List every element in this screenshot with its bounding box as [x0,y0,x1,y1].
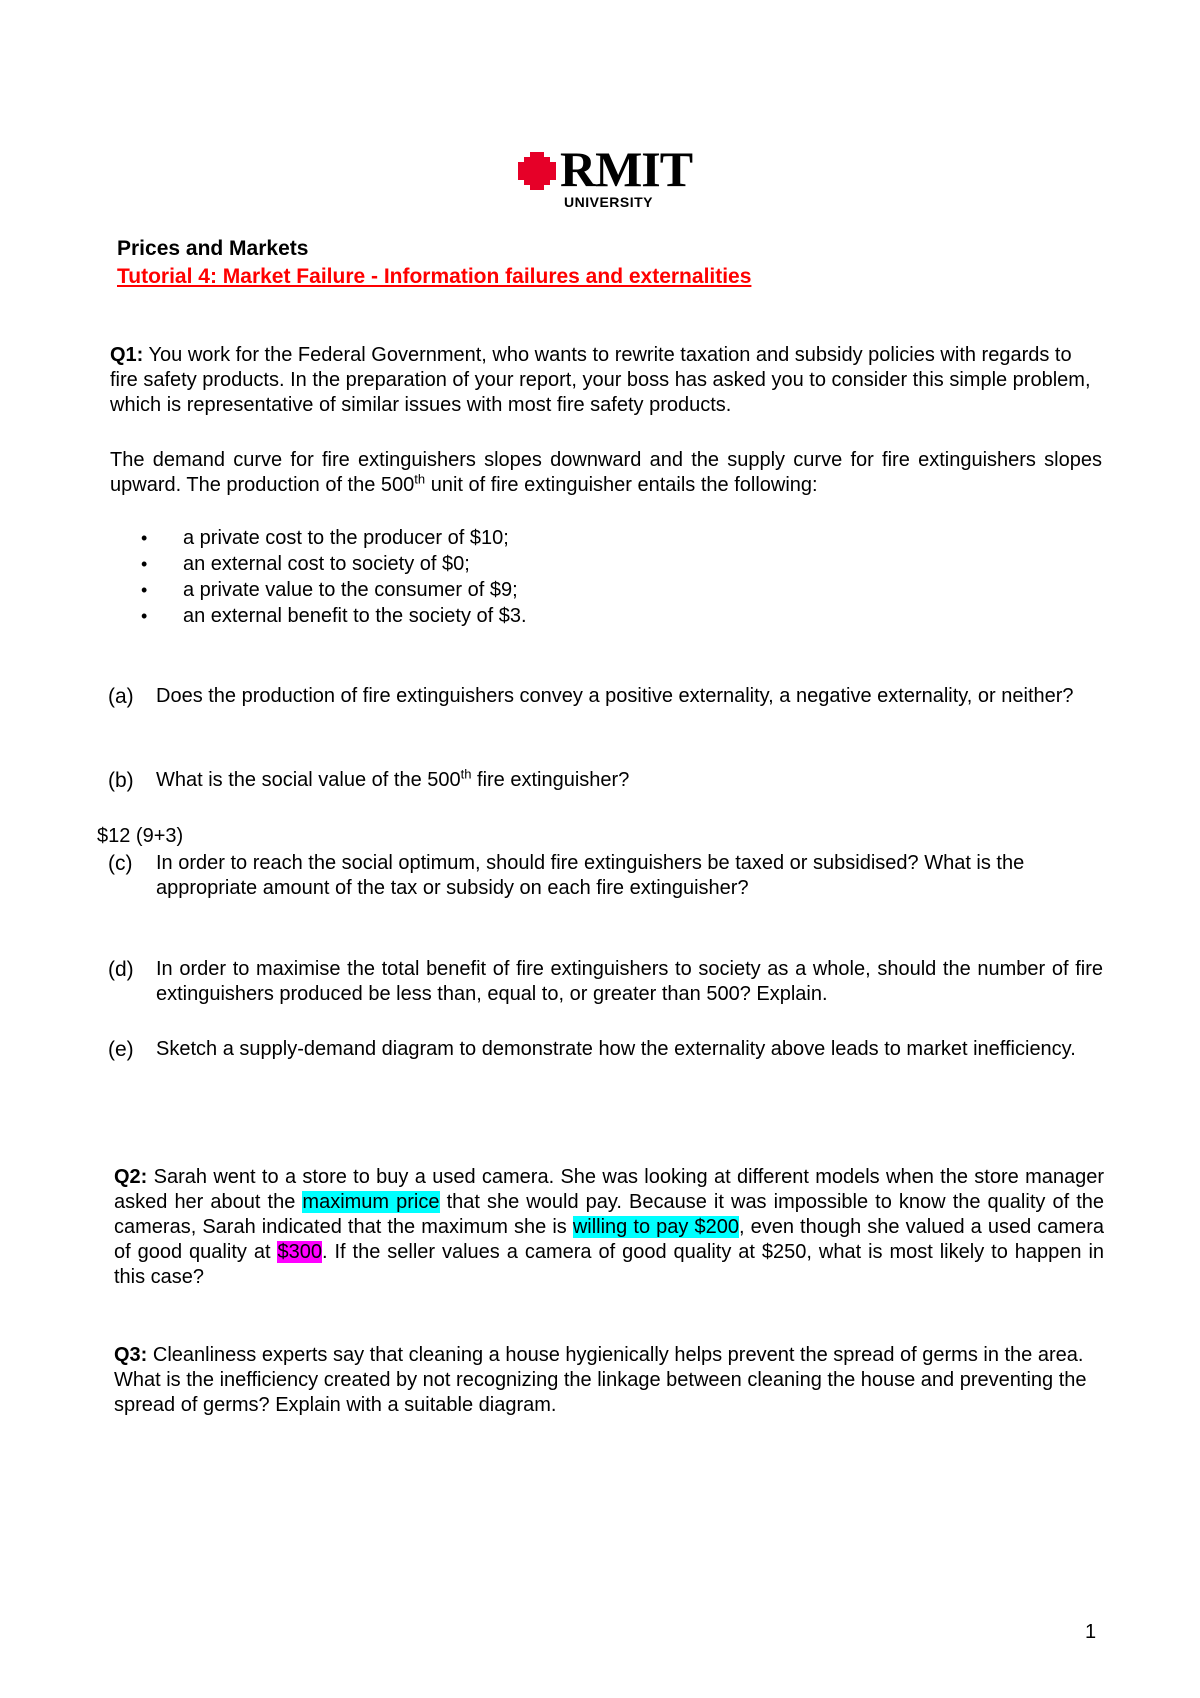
q1-paragraph-start: The demand curve for fire extinguishers slopes downward and the supply curve for fire extinguishers slopes upward. The production of the 500 [110,449,1102,496]
q3-paragraph [114,1343,1104,1418]
list-item [141,552,527,578]
q1-intro-text: You work for the Federal Government, who wants to rewrite taxation and subsidy policies with regards to fire safety products. In the preparation of your report, your boss has asked you to consider this simple problem, which is representative of similar issues with most fire safety products. [110,344,1091,416]
item-label: (b) [108,769,134,792]
q3-label: Q3: [114,1344,148,1366]
item-text [156,768,1103,793]
bullet-icon: • [141,606,148,626]
item-text-sup: th [460,766,472,782]
q3-text: Cleanliness experts say that cleaning a house hygienically helps prevent the spread of germs in the area. What is the inefficiency created by not recognizing the linkage between cleaning the house and preventing the spread of germs? Explain with a suitable diagram. [114,1344,1087,1416]
item-label: (e) [108,1038,134,1061]
tutorial-title: Tutorial 4: Market Failure - Information failures and externalities [117,265,752,288]
item-text-start: What is the social value of the 500 [156,769,461,791]
item-text: In order to maximise the total benefit of fire extinguishers to society as a whole, should the number of fire extinguishers produced be less than, equal to, or greater than 500? Explain. [156,958,1103,1005]
rmit-logo [518,141,693,214]
bullet-text: a private cost to the producer of $10; [183,527,509,549]
item-label: (a) [108,685,134,708]
item-text: In order to reach the social optimum, should fire extinguishers be taxed or subsidised? What is the appropriate amount of the tax or subsidy on each fire extinguisher? [156,852,1025,899]
q1-paragraph-sup: th [414,471,426,487]
q1-paragraph-end: unit of fire extinguisher entails the following: [425,474,818,496]
rmit-pixel-mark-icon [518,152,556,190]
question-item-c [108,851,1103,901]
q1-label: Q1: [110,344,144,366]
logo-wordmark: RMIT [560,141,693,197]
logo-subtitle: UNIVERSITY [564,194,654,210]
bullet-text: an external cost to society of $0; [183,553,470,575]
highlight-valuation: $300 [277,1241,322,1263]
page-number: 1 [1085,1621,1097,1643]
question-item-e [108,1037,1103,1062]
question-item-b [108,768,1103,793]
bullet-icon: • [141,554,148,574]
q2-text: that she would pay. Because it was impossible to know the quality of the cameras, Sarah indicated that the maximum she is [114,1191,1104,1238]
list-item [141,526,527,552]
q2-paragraph [114,1165,1104,1290]
q2-text: , even though she valued a used camera of good quality at [114,1216,1104,1263]
bullet-text: a private value to the consumer of $9; [183,579,518,601]
course-title: Prices and Markets [117,237,309,260]
q2-text: . If the seller values a camera of good quality at $250, what is most likely to happen in this case? [114,1241,1105,1288]
q1-bullet-list [141,526,527,630]
highlight-maximum-price: maximum price [302,1191,440,1213]
bullet-icon: • [141,528,148,548]
question-item-d [108,957,1103,1007]
q2-label: Q2: [114,1166,148,1188]
item-label: (c) [108,852,133,875]
item-text-end: fire extinguisher? [471,769,630,791]
bullet-text: an external benefit to the society of $3. [183,605,527,627]
question-item-a [108,684,1103,709]
q1-paragraph [110,448,1102,498]
q1-intro [110,343,1102,418]
item-text: Sketch a supply-demand diagram to demonstrate how the externality above leads to market inefficiency. [156,1038,1076,1060]
highlight-willing-to-pay: willing to pay $200 [572,1216,739,1238]
list-item [141,604,527,630]
item-text: Does the production of fire extinguishers convey a positive externality, a negative externality, or neither? [156,685,1074,707]
list-item [141,578,527,604]
bullet-icon: • [141,580,148,600]
q2-text: Sarah went to a store to buy a used camera. She was looking at different models when the store manager asked her about the [114,1166,1104,1213]
answer-b: $12 (9+3) [97,825,184,847]
item-label: (d) [108,958,134,981]
